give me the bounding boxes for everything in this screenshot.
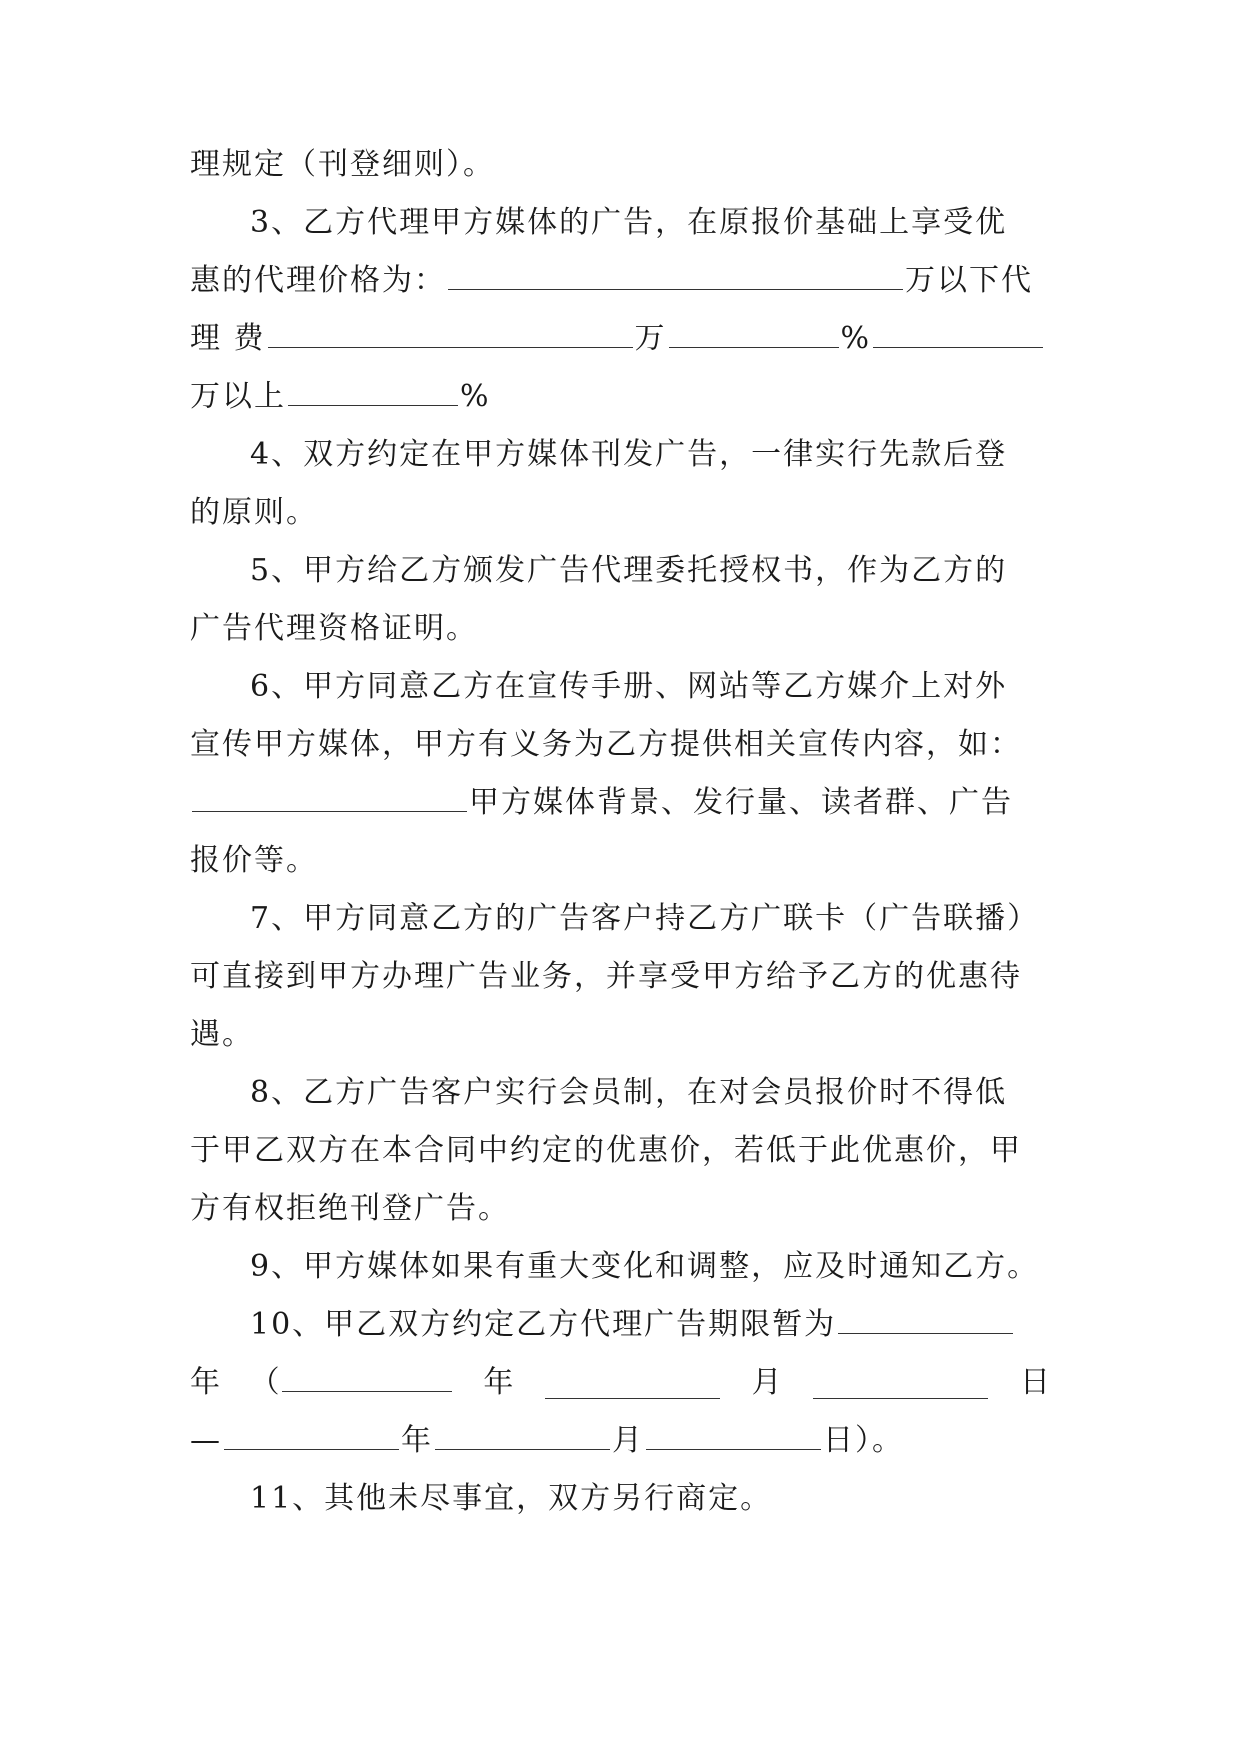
paragraph-line [250,658,1050,716]
text: 理规定（刊登细则）。 [190,147,495,182]
text: 3、乙方代理甲方媒体的广告，在原报价基础上享受优 [250,205,1008,240]
paragraph-line [190,774,1050,832]
paragraph-line [250,1296,1050,1354]
text: 4、双方约定在甲方媒体刊发广告，一律实行先款后登 [250,437,1008,472]
paragraph-line [250,1238,1050,1296]
text: 9、甲方媒体如果有重大变化和调整，应及时通知乙方。 [250,1249,1040,1284]
text: 10、甲乙双方约定乙方代理广告期限暂为 [250,1307,837,1342]
fill-in-blank[interactable] [192,781,467,812]
text: 惠的代理价格为： [190,263,446,298]
fill-in-blank[interactable] [873,317,1043,348]
paragraph-line [250,890,1050,948]
paragraph-line [190,716,1050,774]
fill-in-blank[interactable] [669,317,839,348]
fill-in-blank[interactable] [288,375,458,406]
text: 的原则。 [190,495,318,530]
text: 年 [483,1365,514,1400]
paragraph-line [190,1006,1050,1064]
paragraph-line [190,832,1050,890]
fill-in-blank[interactable] [224,1419,399,1450]
text: 11、其他未尽事宜，双方另行商定。 [250,1481,773,1516]
fill-in-blank[interactable] [813,1368,988,1399]
text: 年 [401,1423,433,1458]
text: 5、甲方给乙方颁发广告代理委托授权书，作为乙方的 [250,553,1008,588]
paragraph-line [250,1064,1050,1122]
paragraph-line [190,1180,1050,1238]
text: 万以下代 [905,263,1033,298]
fill-in-blank[interactable] [448,259,903,290]
fill-in-blank[interactable] [435,1419,610,1450]
text: 万 [634,321,667,356]
text: 于甲乙双方在本合同中约定的优惠价，若低于此优惠价，甲 [190,1133,1022,1168]
text: 月 [751,1365,782,1400]
fill-in-blank[interactable] [646,1419,821,1450]
fill-in-blank[interactable] [838,1303,1013,1334]
text: 8、乙方广告客户实行会员制，在对会员报价时不得低 [250,1075,1008,1110]
text: 年 [190,1365,220,1400]
paragraph-line [190,600,1050,658]
paragraph-line [250,542,1050,600]
text: — [190,1423,222,1458]
paragraph-line [190,368,1050,426]
text: % [840,321,872,356]
paragraph-line [190,484,1050,542]
paragraph-line [190,1412,1050,1470]
paragraph-line [250,194,1050,252]
text: 方有权拒绝刊登广告。 [190,1191,510,1226]
paragraph-line [250,426,1050,484]
text: 日 [1019,1365,1050,1400]
text: % [460,379,491,414]
text: 可直接到甲方办理广告业务，并享受甲方给予乙方的优惠待 [190,959,1022,994]
paragraph-line [190,310,1050,368]
paragraph-line [190,252,1050,310]
text: 万以上 [190,379,286,414]
text: 6、甲方同意乙方在宣传手册、网站等乙方媒介上对外 [250,669,1008,704]
text: 甲方媒体背景、发行量、读者群、广告 [469,785,1013,820]
text: 理 费 [190,321,266,356]
fill-in-blank[interactable] [282,1361,452,1392]
text: 宣传甲方媒体，甲方有义务为乙方提供相关宣传内容，如： [190,727,1022,762]
fill-in-blank[interactable] [268,317,633,348]
fill-in-blank[interactable] [545,1368,720,1399]
paragraph-line [190,1354,1050,1412]
paragraph-line [190,136,1050,194]
text: 广告代理资格证明。 [190,611,478,646]
text: 月 [612,1423,644,1458]
text: 报价等。 [190,843,318,878]
paragraph-line [190,948,1050,1006]
text: 日）。 [823,1423,904,1458]
paragraph-line [250,1470,1050,1528]
text: （ [249,1365,280,1400]
text: 遇。 [190,1017,254,1052]
paragraph-line [190,1122,1050,1180]
text: 7、甲方同意乙方的广告客户持乙方广联卡（广告联播） [250,901,1040,936]
